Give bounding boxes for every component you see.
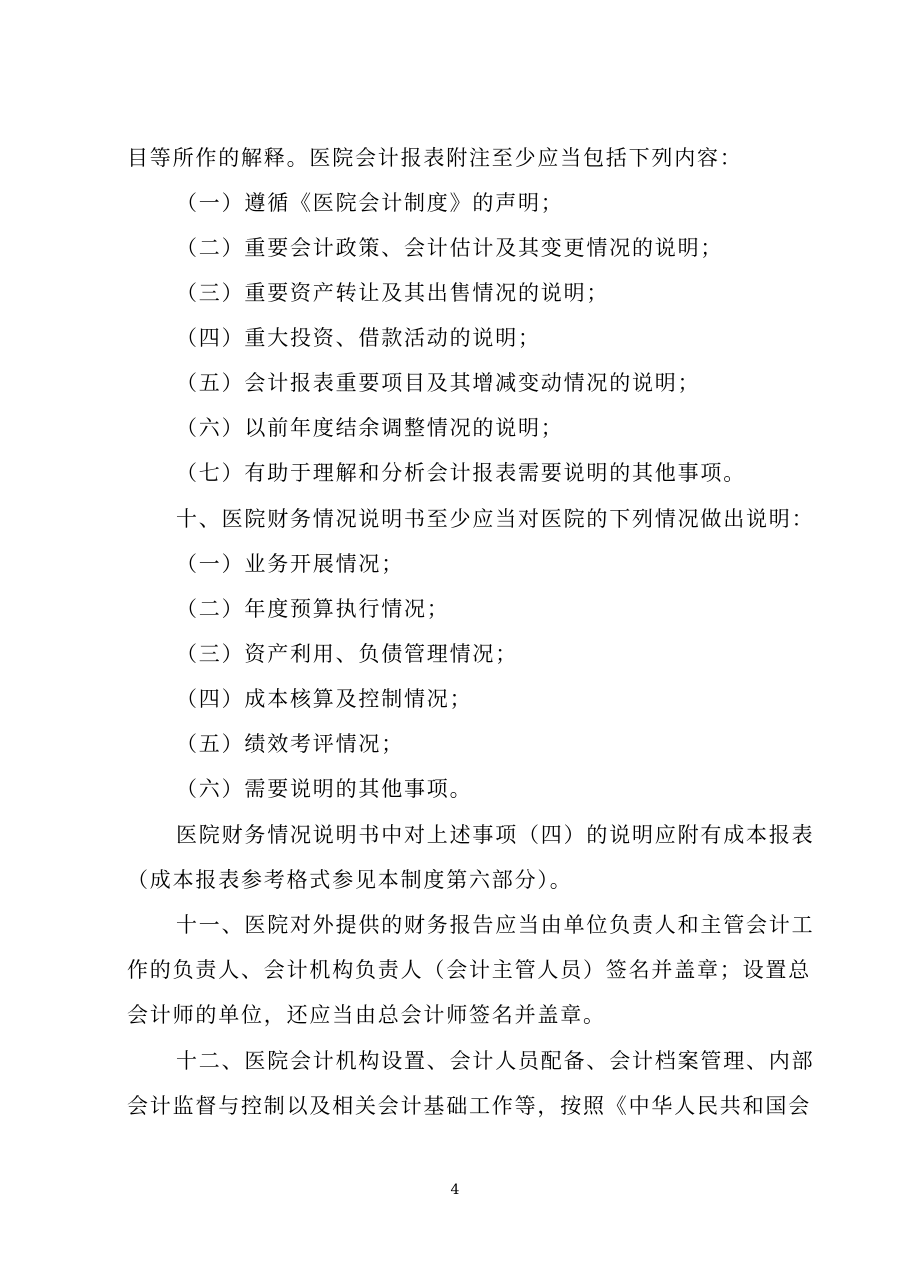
cost-report-note-line-2: （成本报表参考格式参见本制度第六部分）。: [127, 868, 573, 892]
list-item-6: （六）以前年度结余调整情况的说明；: [176, 416, 564, 440]
section-eleven-line-3: 会计师的单位，还应当由总会计师签名并盖章。: [127, 1003, 606, 1027]
section-ten-item-3: （三）资产利用、负债管理情况；: [176, 642, 518, 666]
section-twelve-line-1: 十二、医院会计机构设置、会计人员配备、会计档案管理、内部: [176, 1049, 815, 1073]
section-ten-item-2: （二）年度预算执行情况；: [176, 597, 450, 621]
list-item-2: （二）重要会计政策、会计估计及其变更情况的说明；: [176, 236, 724, 260]
cost-report-note-line-1: 医院财务情况说明书中对上述事项（四）的说明应附有成本报表: [176, 823, 815, 847]
section-ten-item-6: （六）需要说明的其他事项。: [176, 777, 473, 801]
section-ten-item-1: （一）业务开展情况；: [176, 552, 404, 576]
paragraph-line-1: 目等所作的解释。医院会计报表附注至少应当包括下列内容：: [127, 146, 743, 170]
section-ten-heading: 十、医院财务情况说明书至少应当对医院的下列情况做出说明：: [176, 507, 815, 531]
section-eleven-line-2: 作的负责人、会计机构负责人（会计主管人员）签名并盖章；设置总: [127, 958, 811, 982]
section-ten-item-4: （四）成本核算及控制情况；: [176, 687, 473, 711]
section-twelve-line-2: 会计监督与控制以及相关会计基础工作等，按照《中华人民共和国会: [127, 1094, 811, 1118]
list-item-1: （一）遵循《医院会计制度》的声明；: [176, 191, 564, 215]
section-eleven-line-1: 十一、医院对外提供的财务报告应当由单位负责人和主管会计工: [176, 913, 815, 937]
section-ten-item-5: （五）绩效考评情况；: [176, 732, 404, 756]
list-item-7: （七）有助于理解和分析会计报表需要说明的其他事项。: [176, 461, 746, 485]
page-number: 4: [450, 1182, 460, 1198]
list-item-4: （四）重大投资、借款活动的说明；: [176, 326, 541, 350]
list-item-3: （三）重要资产转让及其出售情况的说明；: [176, 281, 610, 305]
list-item-5: （五）会计报表重要项目及其增减变动情况的说明；: [176, 371, 701, 395]
